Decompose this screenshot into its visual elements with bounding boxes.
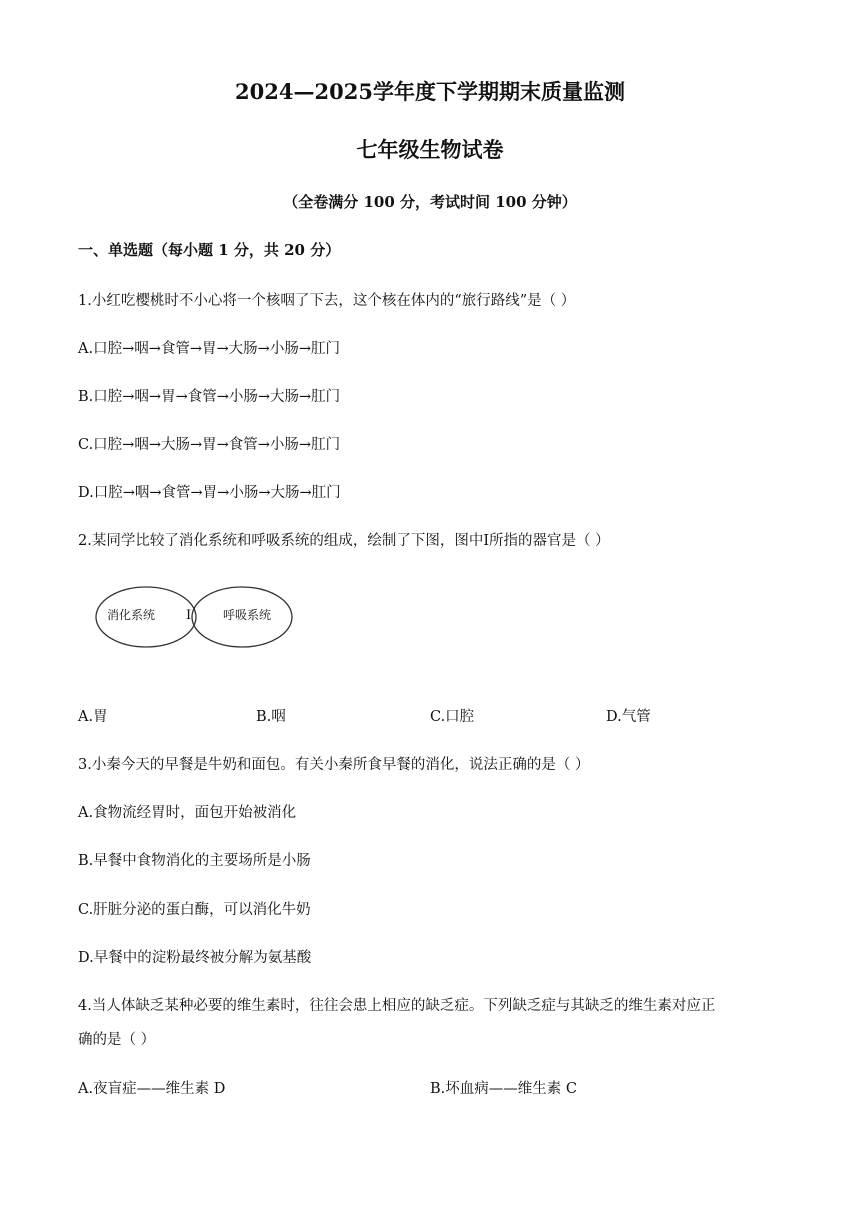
question-4-option-a: A.夜盲症——维生素 D (78, 1081, 226, 1097)
section-heading: 一、单选题（每小题 1 分，共 20 分） (78, 241, 341, 259)
question-3-option-a: A.食物流经胃时，面包开始被消化 (78, 805, 297, 821)
question-3-option-b: B.早餐中食物消化的主要场所是小肠 (78, 853, 311, 869)
question-2-option-b: B.咽 (256, 709, 286, 725)
question-3-option-d: D.早餐中的淀粉最终被分解为氨基酸 (78, 950, 312, 966)
question-2-stem: 2.某同学比较了消化系统和呼吸系统的组成，绘制了下图，图中Ⅰ所指的器官是（ ） (78, 533, 610, 549)
question-4-stem-line-2: 确的是（ ） (78, 1032, 156, 1048)
question-2-option-c: C.口腔 (430, 709, 475, 725)
question-1-stem: 1.小红吃樱桃时不小心将一个核咽了下去，这个核在体内的“旅行路线”是（ ） (78, 293, 576, 309)
question-1-option-b: B.口腔→咽→胃→食管→小肠→大肠→肛门 (78, 389, 341, 405)
question-2-option-d: D.气管 (606, 709, 651, 725)
question-3-option-c: C.肝脏分泌的蛋白酶，可以消化牛奶 (78, 902, 311, 918)
exam-note: （全卷满分 100 分，考试时间 100 分钟） (283, 193, 577, 211)
venn-left-label: 消化系统 (107, 608, 156, 622)
question-2-option-a: A.胃 (78, 709, 108, 725)
question-4-stem-line-1: 4.当人体缺乏某种必要的维生素时，往往会患上相应的缺乏症。下列缺乏症与其缺乏的维生素对应正 (78, 998, 716, 1014)
venn-diagram (92, 584, 298, 650)
venn-right-label: 呼吸系统 (223, 608, 272, 622)
exam-title: 2024—2025学年度下学期期末质量监测 (235, 79, 625, 104)
venn-overlap-mark: Ⅰ (186, 608, 192, 623)
question-4-option-b: B.坏血病——维生素 C (430, 1081, 577, 1097)
question-1-option-a: A.口腔→咽→食管→胃→大肠→小肠→肛门 (78, 341, 340, 357)
question-1-option-c: C.口腔→咽→大肠→胃→食管→小肠→肛门 (78, 437, 341, 453)
question-3-stem: 3.小秦今天的早餐是牛奶和面包。有关小秦所食早餐的消化，说法正确的是（ ） (78, 757, 590, 773)
question-1-option-d: D.口腔→咽→食管→胃→小肠→大肠→肛门 (78, 485, 341, 501)
exam-subject-title: 七年级生物试卷 (356, 137, 504, 162)
